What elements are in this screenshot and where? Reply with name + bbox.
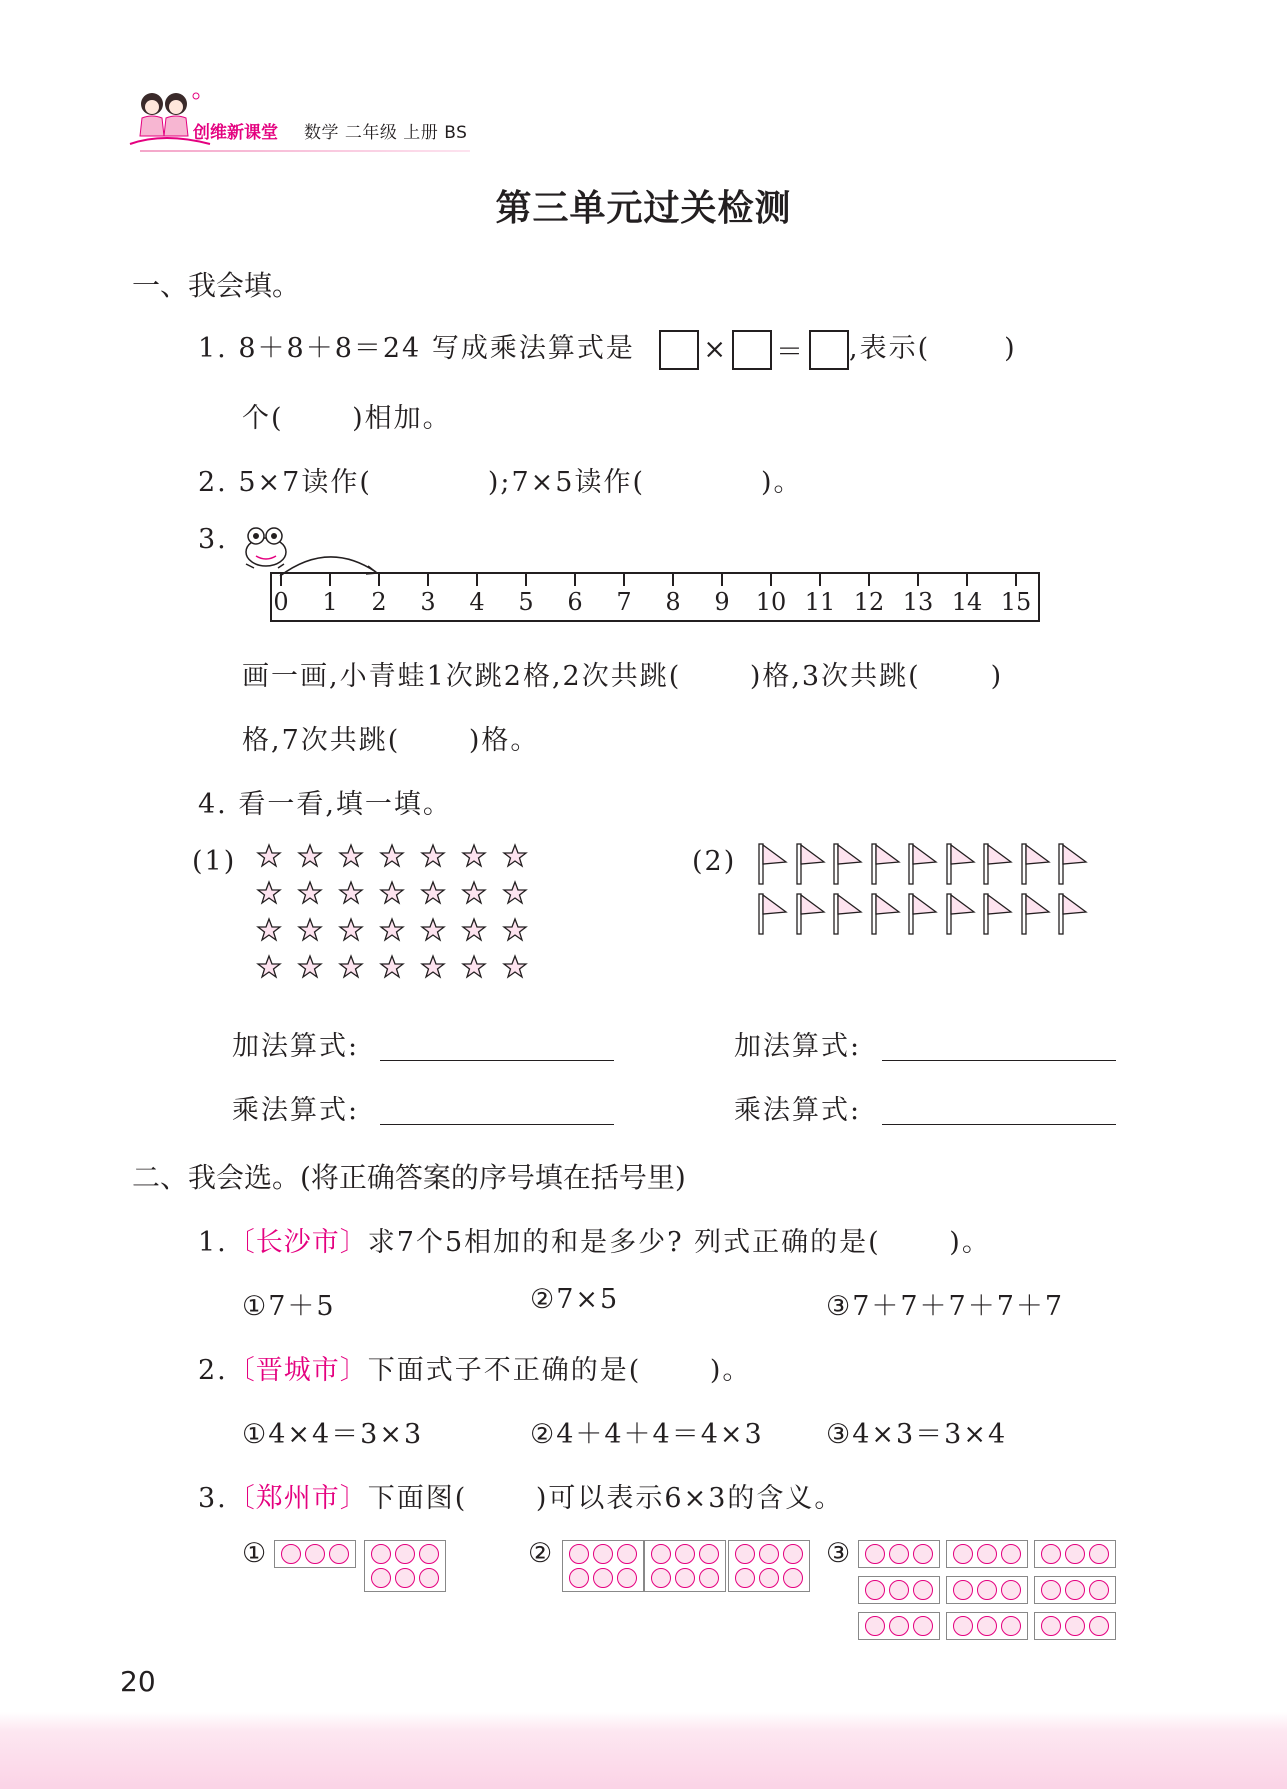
answer-box-1[interactable] xyxy=(659,330,699,370)
part-2-label: (2) xyxy=(692,846,737,877)
number-line-label: 4 xyxy=(469,588,485,616)
circle-group xyxy=(858,1576,940,1604)
number-line-label: 7 xyxy=(616,588,632,616)
number-line-label: 1 xyxy=(322,588,338,616)
star-icon xyxy=(420,843,446,869)
question-2-3 xyxy=(198,1476,843,1515)
q2-3-option-2-label[interactable]: ② xyxy=(528,1538,555,1569)
add-answer-line-1[interactable] xyxy=(380,1060,614,1061)
q2-3-option-1-label[interactable]: ① xyxy=(242,1538,269,1569)
circle-dot xyxy=(371,1544,391,1564)
circle-group xyxy=(946,1612,1028,1640)
q2-3-source: 〔郑州市〕 xyxy=(227,1483,368,1514)
star-icon xyxy=(256,917,282,943)
circle-group xyxy=(1034,1576,1116,1604)
equals-sign: ＝ xyxy=(776,337,806,368)
flag-icon xyxy=(944,892,978,936)
circle-row xyxy=(735,1568,803,1588)
circle-block xyxy=(562,1540,644,1592)
circle-dot xyxy=(759,1544,779,1564)
circle-dot xyxy=(1001,1580,1021,1600)
q2-3-number: 3. xyxy=(198,1483,228,1514)
number-line-label: 11 xyxy=(804,588,836,616)
circle-dot xyxy=(329,1544,349,1564)
number-line-label: 2 xyxy=(371,588,387,616)
number-line-tick xyxy=(721,574,723,586)
number-line-label: 10 xyxy=(755,588,787,616)
circle-dot xyxy=(783,1568,803,1588)
number-line-tick xyxy=(280,574,282,586)
circle-dot xyxy=(651,1568,671,1588)
circle-row xyxy=(651,1544,719,1564)
circle-dot xyxy=(977,1580,997,1600)
q2-2-source: 〔晋城市〕 xyxy=(227,1355,368,1386)
number-line-label: 6 xyxy=(567,588,583,616)
star-icon xyxy=(461,880,487,906)
question-1-1-line2: 个( )相加。 xyxy=(242,403,452,434)
number-line-tick xyxy=(623,574,625,586)
circle-dot xyxy=(913,1580,933,1600)
circle-dot xyxy=(419,1544,439,1564)
circle-dot xyxy=(281,1544,301,1564)
star-icon xyxy=(502,917,528,943)
mul-answer-line-2[interactable] xyxy=(882,1124,1116,1125)
number-line-tick xyxy=(868,574,870,586)
circle-dot xyxy=(1001,1544,1021,1564)
circle-dot xyxy=(419,1568,439,1588)
question-1-3-number: 3. xyxy=(198,524,228,555)
circle-group xyxy=(274,1540,356,1568)
flag-icon xyxy=(756,892,790,936)
flag-icon xyxy=(756,842,790,886)
star-icon xyxy=(502,843,528,869)
number-line-label: 14 xyxy=(951,588,983,616)
circle-dot xyxy=(1065,1580,1085,1600)
star-icon xyxy=(256,954,282,980)
number-line-tick xyxy=(476,574,478,586)
circle-dot xyxy=(865,1616,885,1636)
number-line-label: 12 xyxy=(853,588,885,616)
q1-3-line1b: ) xyxy=(990,661,1004,692)
number-line-tick xyxy=(917,574,919,586)
star-icon xyxy=(297,880,323,906)
q1-3-line1a: 画一画,小青蛙1次跳2格,2次共跳( )格,3次共跳( xyxy=(242,661,921,692)
circle-group xyxy=(858,1540,940,1568)
number-line-label: 15 xyxy=(1000,588,1032,616)
q2-3-option-3-label[interactable]: ③ xyxy=(826,1538,853,1569)
circle-dot xyxy=(675,1568,695,1588)
circle-dot xyxy=(1001,1616,1021,1636)
circle-dot xyxy=(865,1544,885,1564)
star-icon xyxy=(297,954,323,980)
number-line-label: 9 xyxy=(714,588,730,616)
star-icon xyxy=(461,954,487,980)
circle-dot xyxy=(977,1544,997,1564)
number-line-tick xyxy=(574,574,576,586)
q2-2-text: 下面式子不正确的是( )。 xyxy=(367,1355,752,1386)
question-1-1 xyxy=(198,326,1017,370)
flag-icon xyxy=(869,892,903,936)
circle-dot xyxy=(371,1568,391,1588)
star-icon xyxy=(461,843,487,869)
add-answer-line-2[interactable] xyxy=(882,1060,1116,1061)
star-icon xyxy=(420,880,446,906)
number-line-tick xyxy=(427,574,429,586)
star-icon xyxy=(379,843,405,869)
circle-row xyxy=(371,1544,439,1564)
brand-name: 创维新课堂 xyxy=(193,123,278,143)
number-line-label: 0 xyxy=(273,588,289,616)
circle-dot xyxy=(913,1544,933,1564)
circle-group xyxy=(946,1540,1028,1568)
q2-1-text: 求7个5相加的和是多少? 列式正确的是( )。 xyxy=(367,1227,991,1258)
circle-dot xyxy=(977,1616,997,1636)
page-number: 20 xyxy=(120,1665,156,1698)
star-icon xyxy=(461,917,487,943)
circle-dot xyxy=(889,1580,909,1600)
question-1-3-line1 xyxy=(242,654,1003,693)
star-icon xyxy=(420,917,446,943)
answer-box-2[interactable] xyxy=(732,330,772,370)
circle-dot xyxy=(1089,1580,1109,1600)
flag-icon xyxy=(1056,842,1090,886)
flag-icon xyxy=(1056,892,1090,936)
flag-icon xyxy=(906,842,940,886)
circle-row xyxy=(651,1568,719,1588)
question-2-1 xyxy=(198,1220,991,1259)
flag-icon xyxy=(831,892,865,936)
answer-box-3[interactable] xyxy=(809,330,849,370)
number-line-tick xyxy=(1015,574,1017,586)
number-line-tick xyxy=(378,574,380,586)
circle-dot xyxy=(735,1544,755,1564)
number-line-tick xyxy=(525,574,527,586)
circle-dot xyxy=(617,1544,637,1564)
question-2-2 xyxy=(198,1348,751,1387)
q2-1-option-3[interactable]: ③7＋7＋7＋7＋7 xyxy=(826,1291,1065,1322)
circle-dot xyxy=(569,1568,589,1588)
q2-2-option-3[interactable]: ③4×3＝3×4 xyxy=(826,1419,1008,1450)
circle-block xyxy=(644,1540,726,1592)
header-divider xyxy=(140,150,470,152)
flag-icon xyxy=(831,842,865,886)
star-icon xyxy=(297,843,323,869)
flag-icon xyxy=(981,892,1015,936)
number-line-tick xyxy=(819,574,821,586)
circle-row xyxy=(735,1544,803,1564)
flag-icon xyxy=(794,842,828,886)
circle-dot xyxy=(783,1544,803,1564)
star-icon xyxy=(502,880,528,906)
star-icon xyxy=(379,954,405,980)
circle-dot xyxy=(305,1544,325,1564)
circle-dot xyxy=(1041,1580,1061,1600)
q2-1-option-1[interactable]: ①7＋5 xyxy=(242,1291,336,1322)
flag-icon xyxy=(944,842,978,886)
number-line-label: 3 xyxy=(420,588,436,616)
add-label-2: 加法算式: xyxy=(734,1031,862,1062)
circle-dot xyxy=(1065,1616,1085,1636)
section1-heading: 一、我会填。 xyxy=(132,269,301,302)
star-icon xyxy=(256,843,282,869)
number-line-tick xyxy=(672,574,674,586)
question-1-3-line2: 格,7次共跳( )格。 xyxy=(242,725,540,756)
q1-1-text-b: ,表示( xyxy=(849,333,931,364)
mul-answer-line-1[interactable] xyxy=(380,1124,614,1125)
number-line-tick xyxy=(329,574,331,586)
footer-band xyxy=(0,1712,1287,1789)
part-1-label: (1) xyxy=(192,846,237,877)
circle-block xyxy=(364,1540,446,1592)
q1-1-text-c: ) xyxy=(1004,333,1017,364)
circle-group xyxy=(858,1612,940,1640)
number-line-label: 13 xyxy=(902,588,934,616)
flag-icon xyxy=(906,892,940,936)
circle-dot xyxy=(953,1616,973,1636)
q2-3-text: 下面图( )可以表示6×3的含义。 xyxy=(367,1483,844,1514)
star-icon xyxy=(297,917,323,943)
circle-dot xyxy=(699,1544,719,1564)
question-1-2: 2. 5×7读作( );7×5读作( )。 xyxy=(198,467,803,498)
q2-2-number: 2. xyxy=(198,1355,228,1386)
circle-row xyxy=(569,1568,637,1588)
number-line-tick xyxy=(770,574,772,586)
q2-1-number: 1. xyxy=(198,1227,228,1258)
page-title: 第三单元过关检测 xyxy=(495,188,792,229)
circle-dot xyxy=(1089,1616,1109,1636)
circle-dot xyxy=(1041,1616,1061,1636)
circle-row xyxy=(371,1568,439,1588)
circle-group xyxy=(1034,1540,1116,1568)
circle-dot xyxy=(953,1544,973,1564)
circle-dot xyxy=(569,1544,589,1564)
flag-icon xyxy=(869,842,903,886)
q2-1-option-2[interactable]: ②7×5 xyxy=(530,1284,620,1315)
add-label-1: 加法算式: xyxy=(232,1031,360,1062)
mul-label-1: 乘法算式: xyxy=(232,1095,360,1126)
mul-label-2: 乘法算式: xyxy=(734,1095,862,1126)
circle-dot xyxy=(675,1544,695,1564)
circle-group xyxy=(1034,1612,1116,1640)
circle-row xyxy=(569,1544,637,1564)
q1-1-text: 1. 8＋8＋8＝24 写成乘法算式是 xyxy=(198,333,635,364)
circle-dot xyxy=(889,1616,909,1636)
circle-dot xyxy=(889,1544,909,1564)
number-line-label: 5 xyxy=(518,588,534,616)
circle-dot xyxy=(913,1616,933,1636)
star-icon xyxy=(379,880,405,906)
circle-dot xyxy=(953,1580,973,1600)
circle-dot xyxy=(395,1568,415,1588)
q2-1-source: 〔长沙市〕 xyxy=(227,1227,368,1258)
circle-dot xyxy=(759,1568,779,1588)
flag-icon xyxy=(981,842,1015,886)
star-icon xyxy=(256,880,282,906)
star-icon xyxy=(338,954,364,980)
circle-dot xyxy=(651,1544,671,1564)
circle-dot xyxy=(1089,1544,1109,1564)
circle-dot xyxy=(593,1568,613,1588)
flag-icon xyxy=(1019,892,1053,936)
star-icon xyxy=(338,917,364,943)
section2-heading: 二、我会选。(将正确答案的序号填在括号里) xyxy=(132,1161,686,1194)
circle-block xyxy=(728,1540,810,1592)
circle-dot xyxy=(865,1580,885,1600)
circle-dot xyxy=(1065,1544,1085,1564)
number-line-label: 8 xyxy=(665,588,681,616)
flag-icon xyxy=(1019,842,1053,886)
circle-dot xyxy=(699,1568,719,1588)
star-icon xyxy=(420,954,446,980)
circle-dot xyxy=(1041,1544,1061,1564)
number-line-tick xyxy=(966,574,968,586)
book-series: 数学 二年级 上册 BS xyxy=(304,123,468,143)
star-icon xyxy=(502,954,528,980)
flag-icon xyxy=(794,892,828,936)
question-1-4: 4. 看一看,填一填。 xyxy=(198,789,452,820)
star-icon xyxy=(379,917,405,943)
circle-dot xyxy=(617,1568,637,1588)
q2-2-option-1[interactable]: ①4×4＝3×3 xyxy=(242,1419,424,1450)
circle-dot xyxy=(735,1568,755,1588)
circle-group xyxy=(946,1576,1028,1604)
q2-2-option-2[interactable]: ②4＋4＋4＝4×3 xyxy=(530,1419,764,1450)
star-icon xyxy=(338,880,364,906)
circle-dot xyxy=(395,1544,415,1564)
star-icon xyxy=(338,843,364,869)
circle-dot xyxy=(593,1544,613,1564)
times-sign: × xyxy=(703,334,729,365)
